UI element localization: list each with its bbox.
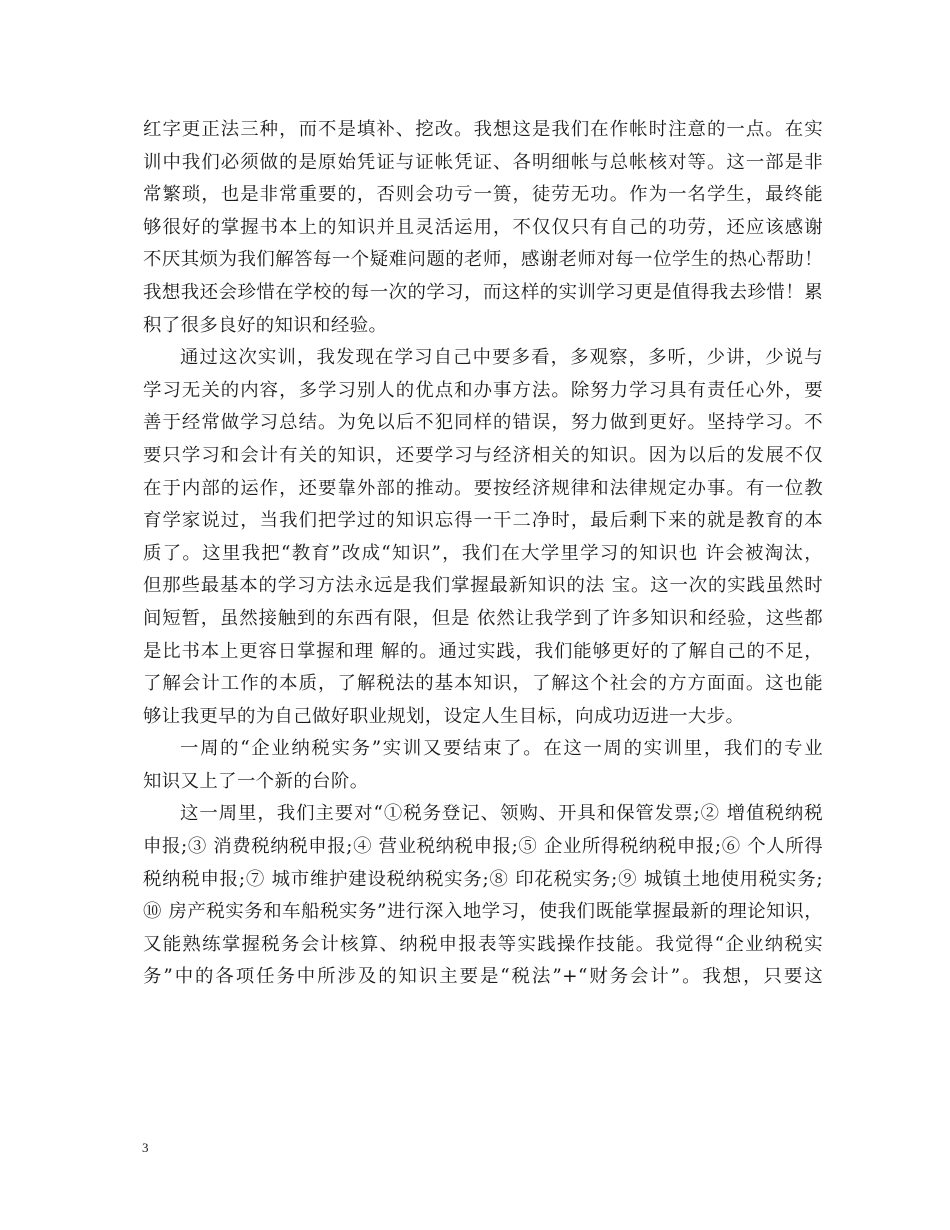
text-line: 税纳税申报;⑦ 城市维护建设税纳税实务;⑧ 印花税实务;⑨ 城镇土地使用税实务; <box>143 868 823 890</box>
text-line: 我想我还会珍惜在学校的每一次的学习，而这样的实训学习更是值得我去珍惜！累 <box>143 281 823 303</box>
text-line: 在于内部的运作，还要靠外部的推动。要按经济规律和法律规定办事。有一位教 <box>143 477 823 499</box>
text-line: 了解会计工作的本质，了解税法的基本知识，了解这个社会的方方面面。这也能 <box>143 673 823 695</box>
text-line: 不厌其烦为我们解答每一个疑难问题的老师，感谢老师对每一位学生的热心帮助！ <box>143 249 823 271</box>
text-line: 要只学习和会计有关的知识，还要学习与经济相关的知识。因为以后的发展不仅 <box>143 444 823 466</box>
text-line: 又能熟练掌握税务会计核算、纳税申报表等实践操作技能。我觉得“企业纳税实 <box>143 933 823 955</box>
text-line: 够很好的掌握书本上的知识并且灵活运用，不仅仅只有自己的功劳，还应该感谢 <box>143 216 823 238</box>
text-line: 是比书本上更容日掌握和理 解的。通过实践，我们能够更好的了解自己的不足， <box>143 640 823 662</box>
text-line: 申报;③ 消费税纳税申报;④ 营业税纳税申报;⑤ 企业所得税纳税申报;⑥ 个人所得 <box>143 836 823 858</box>
text-line: 育学家说过，当我们把学过的知识忘得一干二净时，最后剩下来的就是教育的本 <box>143 510 823 532</box>
text-line: 质了。这里我把“教育”改成“知识”，我们在大学里学习的知识也 许会被淘汰， <box>143 542 823 564</box>
text-line: 通过这次实训，我发现在学习自己中要多看，多观察，多听，少讲，少说与 <box>180 347 823 369</box>
text-line: 一周的“企业纳税实务”实训又要结束了。在这一周的实训里，我们的专业 <box>180 738 823 760</box>
text-line: 务”中的各项任务中所涉及的知识主要是“税法”+“财务会计”。我想，只要这 <box>143 966 823 988</box>
text-line: 善于经常做学习总结。为免以后不犯同样的错误，努力做到更好。坚持学习。不 <box>143 412 823 434</box>
text-line: 训中我们必须做的是原始凭证与证帐凭证、各明细帐与总帐核对等。这一部是非 <box>143 151 823 173</box>
text-line: ⑩ 房产税实务和车船税实务”进行深入地学习，使我们既能掌握最新的理论知识， <box>143 901 823 923</box>
text-line: 学习无关的内容，多学习别人的优点和办事方法。除努力学习具有责任心外，要 <box>143 379 823 401</box>
text-line: 但那些最基本的学习方法永远是我们掌握最新知识的法 宝。这一次的实践虽然时 <box>143 575 823 597</box>
body-text <box>143 114 823 994</box>
page-number: 3 <box>142 1140 149 1155</box>
text-line: 够让我更早的为自己做好职业规划，设定人生目标，向成功迈进一大步。 <box>143 705 745 727</box>
text-line: 知识又上了一个新的台阶。 <box>143 770 369 792</box>
text-line: 这一周里，我们主要对“①税务登记、领购、开具和保管发票;② 增值税纳税 <box>180 803 823 825</box>
text-line: 常繁琐，也是非常重要的，否则会功亏一篑，徒劳无功。作为一名学生，最终能 <box>143 184 823 206</box>
text-line: 红字更正法三种，而不是填补、挖改。我想这是我们在作帐时注意的一点。在实 <box>143 119 823 140</box>
text-line: 积了很多良好的知识和经验。 <box>143 314 388 336</box>
text-line: 间短暂，虽然接触到的东西有限，但是 依然让我学到了许多知识和经验，这些都 <box>143 607 823 629</box>
